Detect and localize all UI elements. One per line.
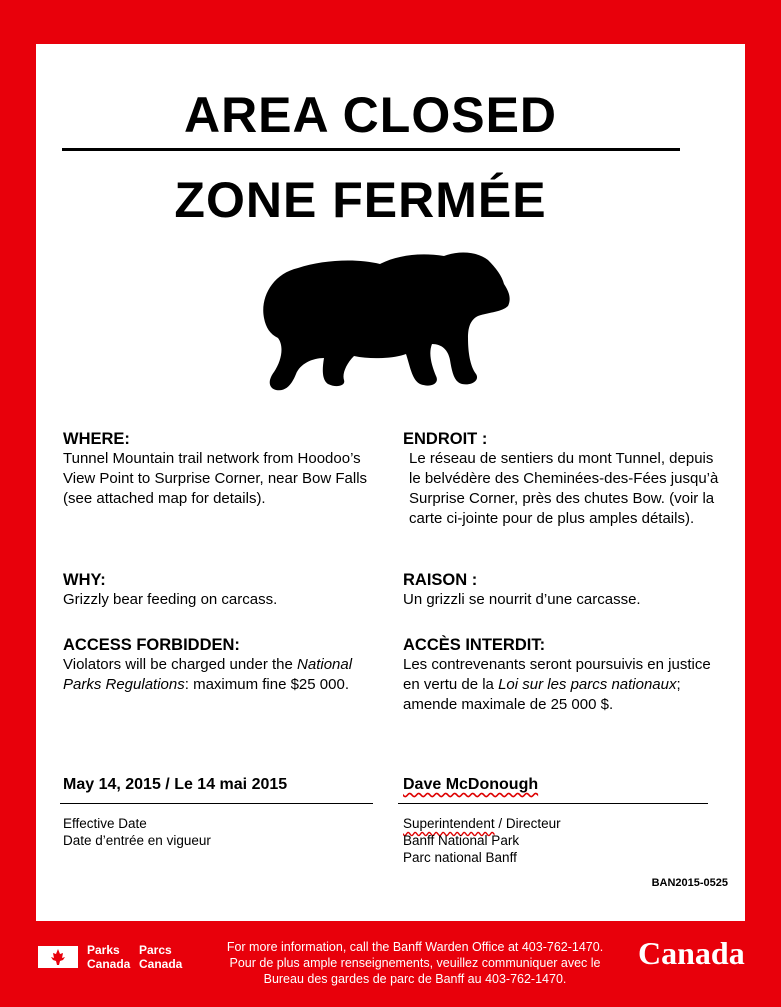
raison-text: Un grizzli se nourrit d’une carcasse. xyxy=(403,591,641,608)
signatory-details: Superintendent / Directeur Banff National Park Parc national Banff xyxy=(403,816,561,865)
title-divider xyxy=(62,148,680,151)
where-french xyxy=(403,429,723,529)
acces-heading: ACCÈS INTERDIT: xyxy=(403,636,546,654)
access-heading: ACCESS FORBIDDEN: xyxy=(63,636,240,654)
where-text: Tunnel Mountain trail network from Hoodoo’s View Point to Surprise Corner, near Bow Falls (see attached map for details). xyxy=(63,450,368,507)
parks-canada-en: Parks Canada xyxy=(87,943,131,971)
contact-info: For more information, call the Banff Warden Office at 403-762-1470. Pour de plus ample renseignements, veuillez communiquer avec le Bureau des gardes de parc de Banff au 403-762-1470. xyxy=(226,940,604,986)
notice-code: BAN2015-0525 xyxy=(651,877,728,889)
access-text: Violators will be charged under the National Parks Regulations: maximum fine $25 000. xyxy=(63,656,353,693)
title-french: ZONE FERMÉE xyxy=(174,172,547,228)
access-french xyxy=(403,635,723,715)
why-heading: WHY: xyxy=(63,571,106,589)
why-french xyxy=(403,570,723,610)
raison-heading: RAISON : xyxy=(403,571,478,589)
parcs-canada-fr: Parcs Canada xyxy=(139,943,183,971)
access-english xyxy=(63,635,383,695)
where-english xyxy=(63,429,383,509)
endroit-text: Le réseau de sentiers du mont Tunnel, depuis le belvédère des Cheminées-des-Fées jusqu’à Surprise Corner, près des chutes Bow. (voir la carte ci-jointe pour de plus amples détails). xyxy=(409,450,719,527)
date-rule xyxy=(60,803,373,804)
footer xyxy=(0,921,781,1007)
canada-flag-icon xyxy=(38,946,78,968)
bear-icon xyxy=(256,246,516,396)
title-english: AREA CLOSED xyxy=(183,87,558,143)
why-english xyxy=(63,570,383,610)
endroit-heading: ENDROIT : xyxy=(403,430,488,448)
where-heading: WHERE: xyxy=(63,430,130,448)
effective-date: May 14, 2015 / Le 14 mai 2015 xyxy=(63,776,288,793)
why-text: Grizzly bear feeding on carcass. xyxy=(63,591,278,608)
canada-wordmark: Canada xyxy=(638,935,745,971)
acces-text: Les contrevenants seront poursuivis en justice en vertu de la Loi sur les parcs nationaux; amende maximale de 25 000 $. xyxy=(403,656,711,713)
date-labels: Effective Date Date d’entrée en vigueur xyxy=(63,816,211,848)
signature-rule xyxy=(398,803,708,804)
notice-sheet xyxy=(36,44,745,921)
signatory-name: Dave McDonough xyxy=(403,776,539,793)
